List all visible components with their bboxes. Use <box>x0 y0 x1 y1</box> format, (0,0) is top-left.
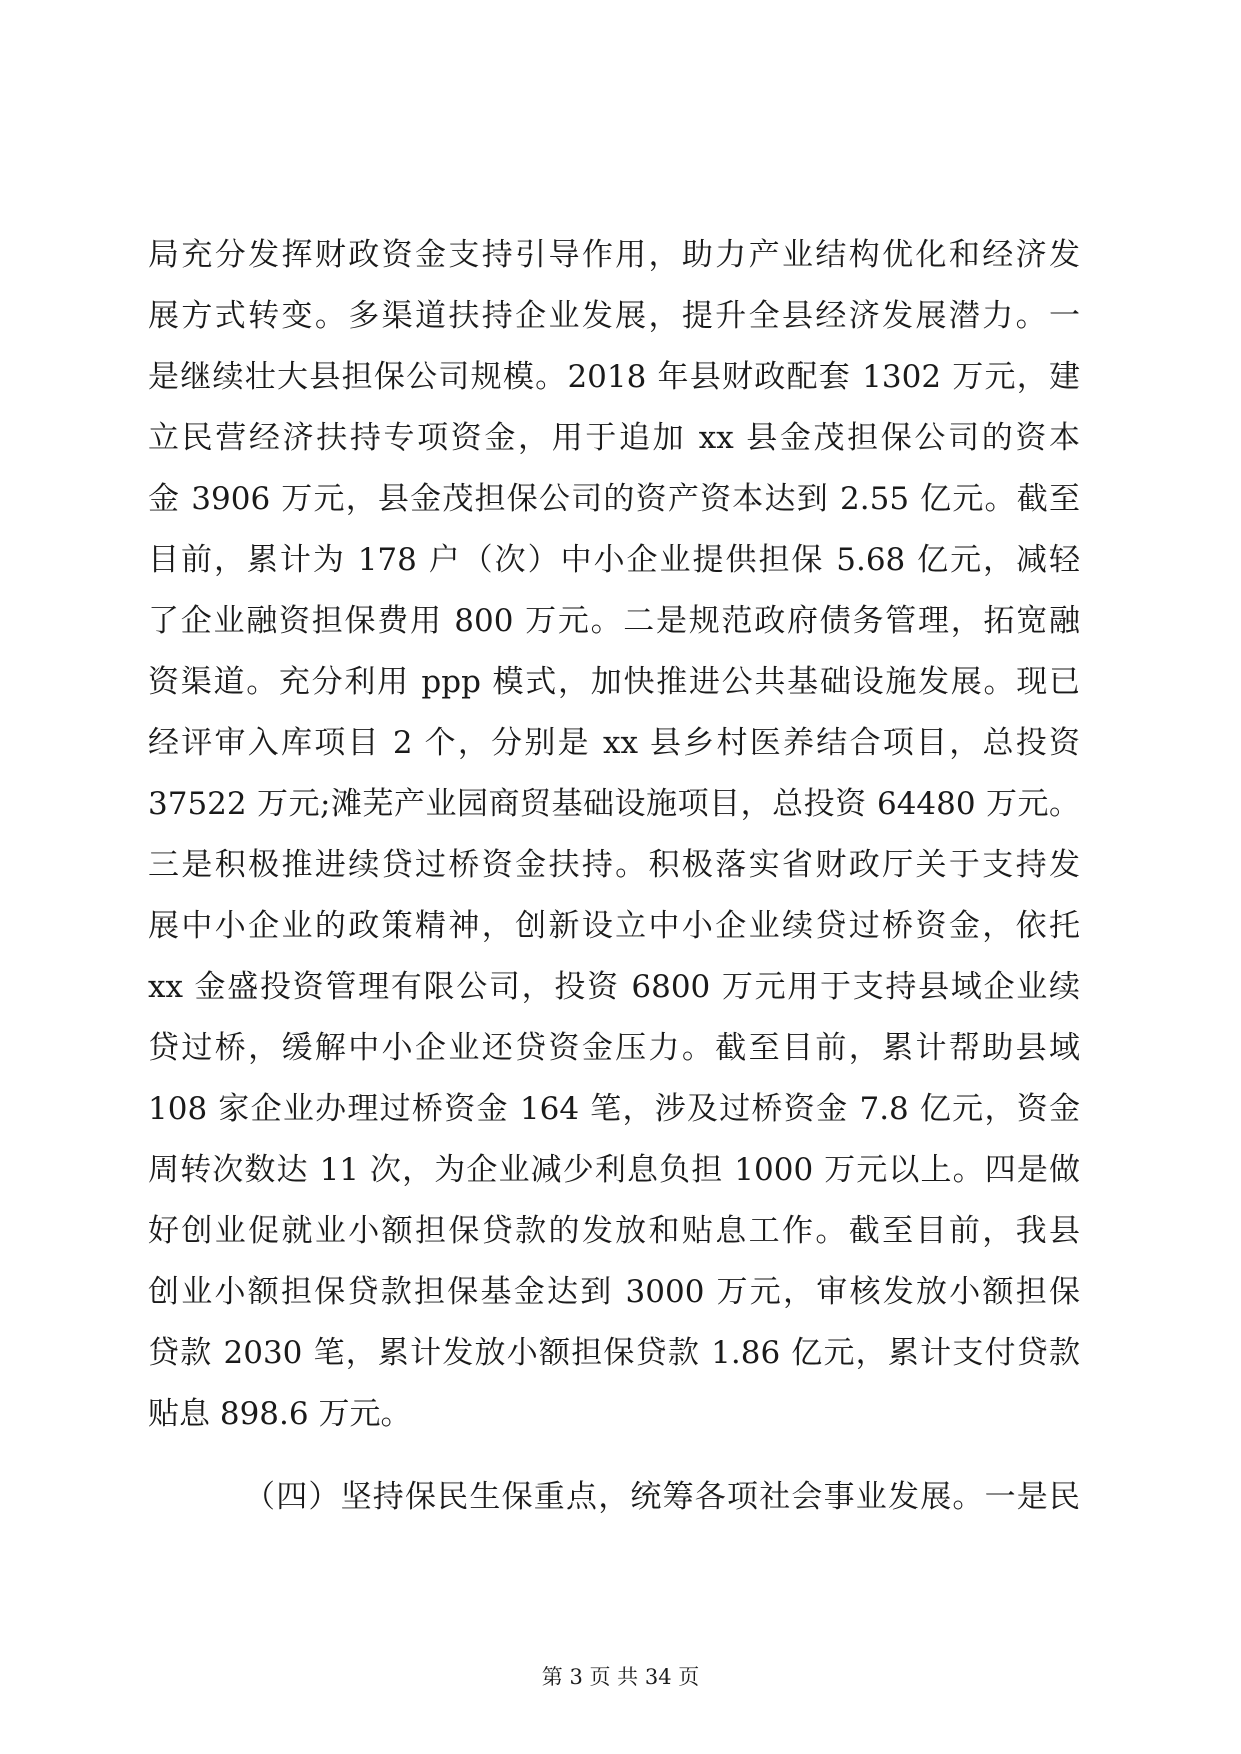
body-line-15: 108 家企业办理过桥资金 164 笔，涉及过桥资金 7.8 亿元，资金 <box>148 1091 1080 1127</box>
section-heading-line: （四）坚持保民生保重点，统筹各项社会事业发展。一是民 <box>244 1479 1080 1515</box>
body-line-16: 周转次数达 11 次，为企业减少利息负担 1000 万元以上。四是做 <box>148 1152 1080 1188</box>
body-line-1: 局充分发挥财政资金支持引导作用，助力产业结构优化和经济发 <box>148 237 1080 273</box>
body-line-17: 好创业促就业小额担保贷款的发放和贴息工作。截至目前，我县 <box>148 1213 1080 1249</box>
body-line-8: 资渠道。充分利用 ppp 模式，加快推进公共基础设施发展。现已 <box>148 664 1080 700</box>
body-line-4: 立民营经济扶持专项资金，用于追加 xx 县金茂担保公司的资本 <box>148 420 1080 456</box>
body-line-13: xx 金盛投资管理有限公司，投资 6800 万元用于支持县域企业续 <box>148 969 1080 1005</box>
body-line-5: 金 3906 万元，县金茂担保公司的资产资本达到 2.55 亿元。截至 <box>148 481 1080 517</box>
body-line-11: 三是积极推进续贷过桥资金扶持。积极落实省财政厅关于支持发 <box>148 847 1080 883</box>
body-line-12: 展中小企业的政策精神，创新设立中小企业续贷过桥资金，依托 <box>148 908 1080 944</box>
body-line-19: 贷款 2030 笔，累计发放小额担保贷款 1.86 亿元，累计支付贷款 <box>148 1335 1080 1371</box>
body-line-2: 展方式转变。多渠道扶持企业发展，提升全县经济发展潜力。一 <box>148 298 1080 334</box>
body-line-6: 目前，累计为 178 户（次）中小企业提供担保 5.68 亿元，减轻 <box>148 542 1080 578</box>
body-line-20: 贴息 898.6 万元。 <box>148 1396 412 1432</box>
page-indicator: 第 3 页 共 34 页 <box>541 1665 700 1689</box>
body-line-14: 贷过桥，缓解中小企业还贷资金压力。截至目前，累计帮助县域 <box>148 1030 1080 1066</box>
body-line-9: 经评审入库项目 2 个，分别是 xx 县乡村医养结合项目，总投资 <box>148 725 1080 761</box>
body-line-10: 37522 万元;滩芜产业园商贸基础设施项目，总投资 64480 万元。 <box>148 786 1080 822</box>
body-line-3: 是继续壮大县担保公司规模。2018 年县财政配套 1302 万元，建 <box>148 359 1080 395</box>
body-line-7: 了企业融资担保费用 800 万元。二是规范政府债务管理，拓宽融 <box>148 603 1080 639</box>
body-line-18: 创业小额担保贷款担保基金达到 3000 万元，审核发放小额担保 <box>148 1274 1080 1310</box>
